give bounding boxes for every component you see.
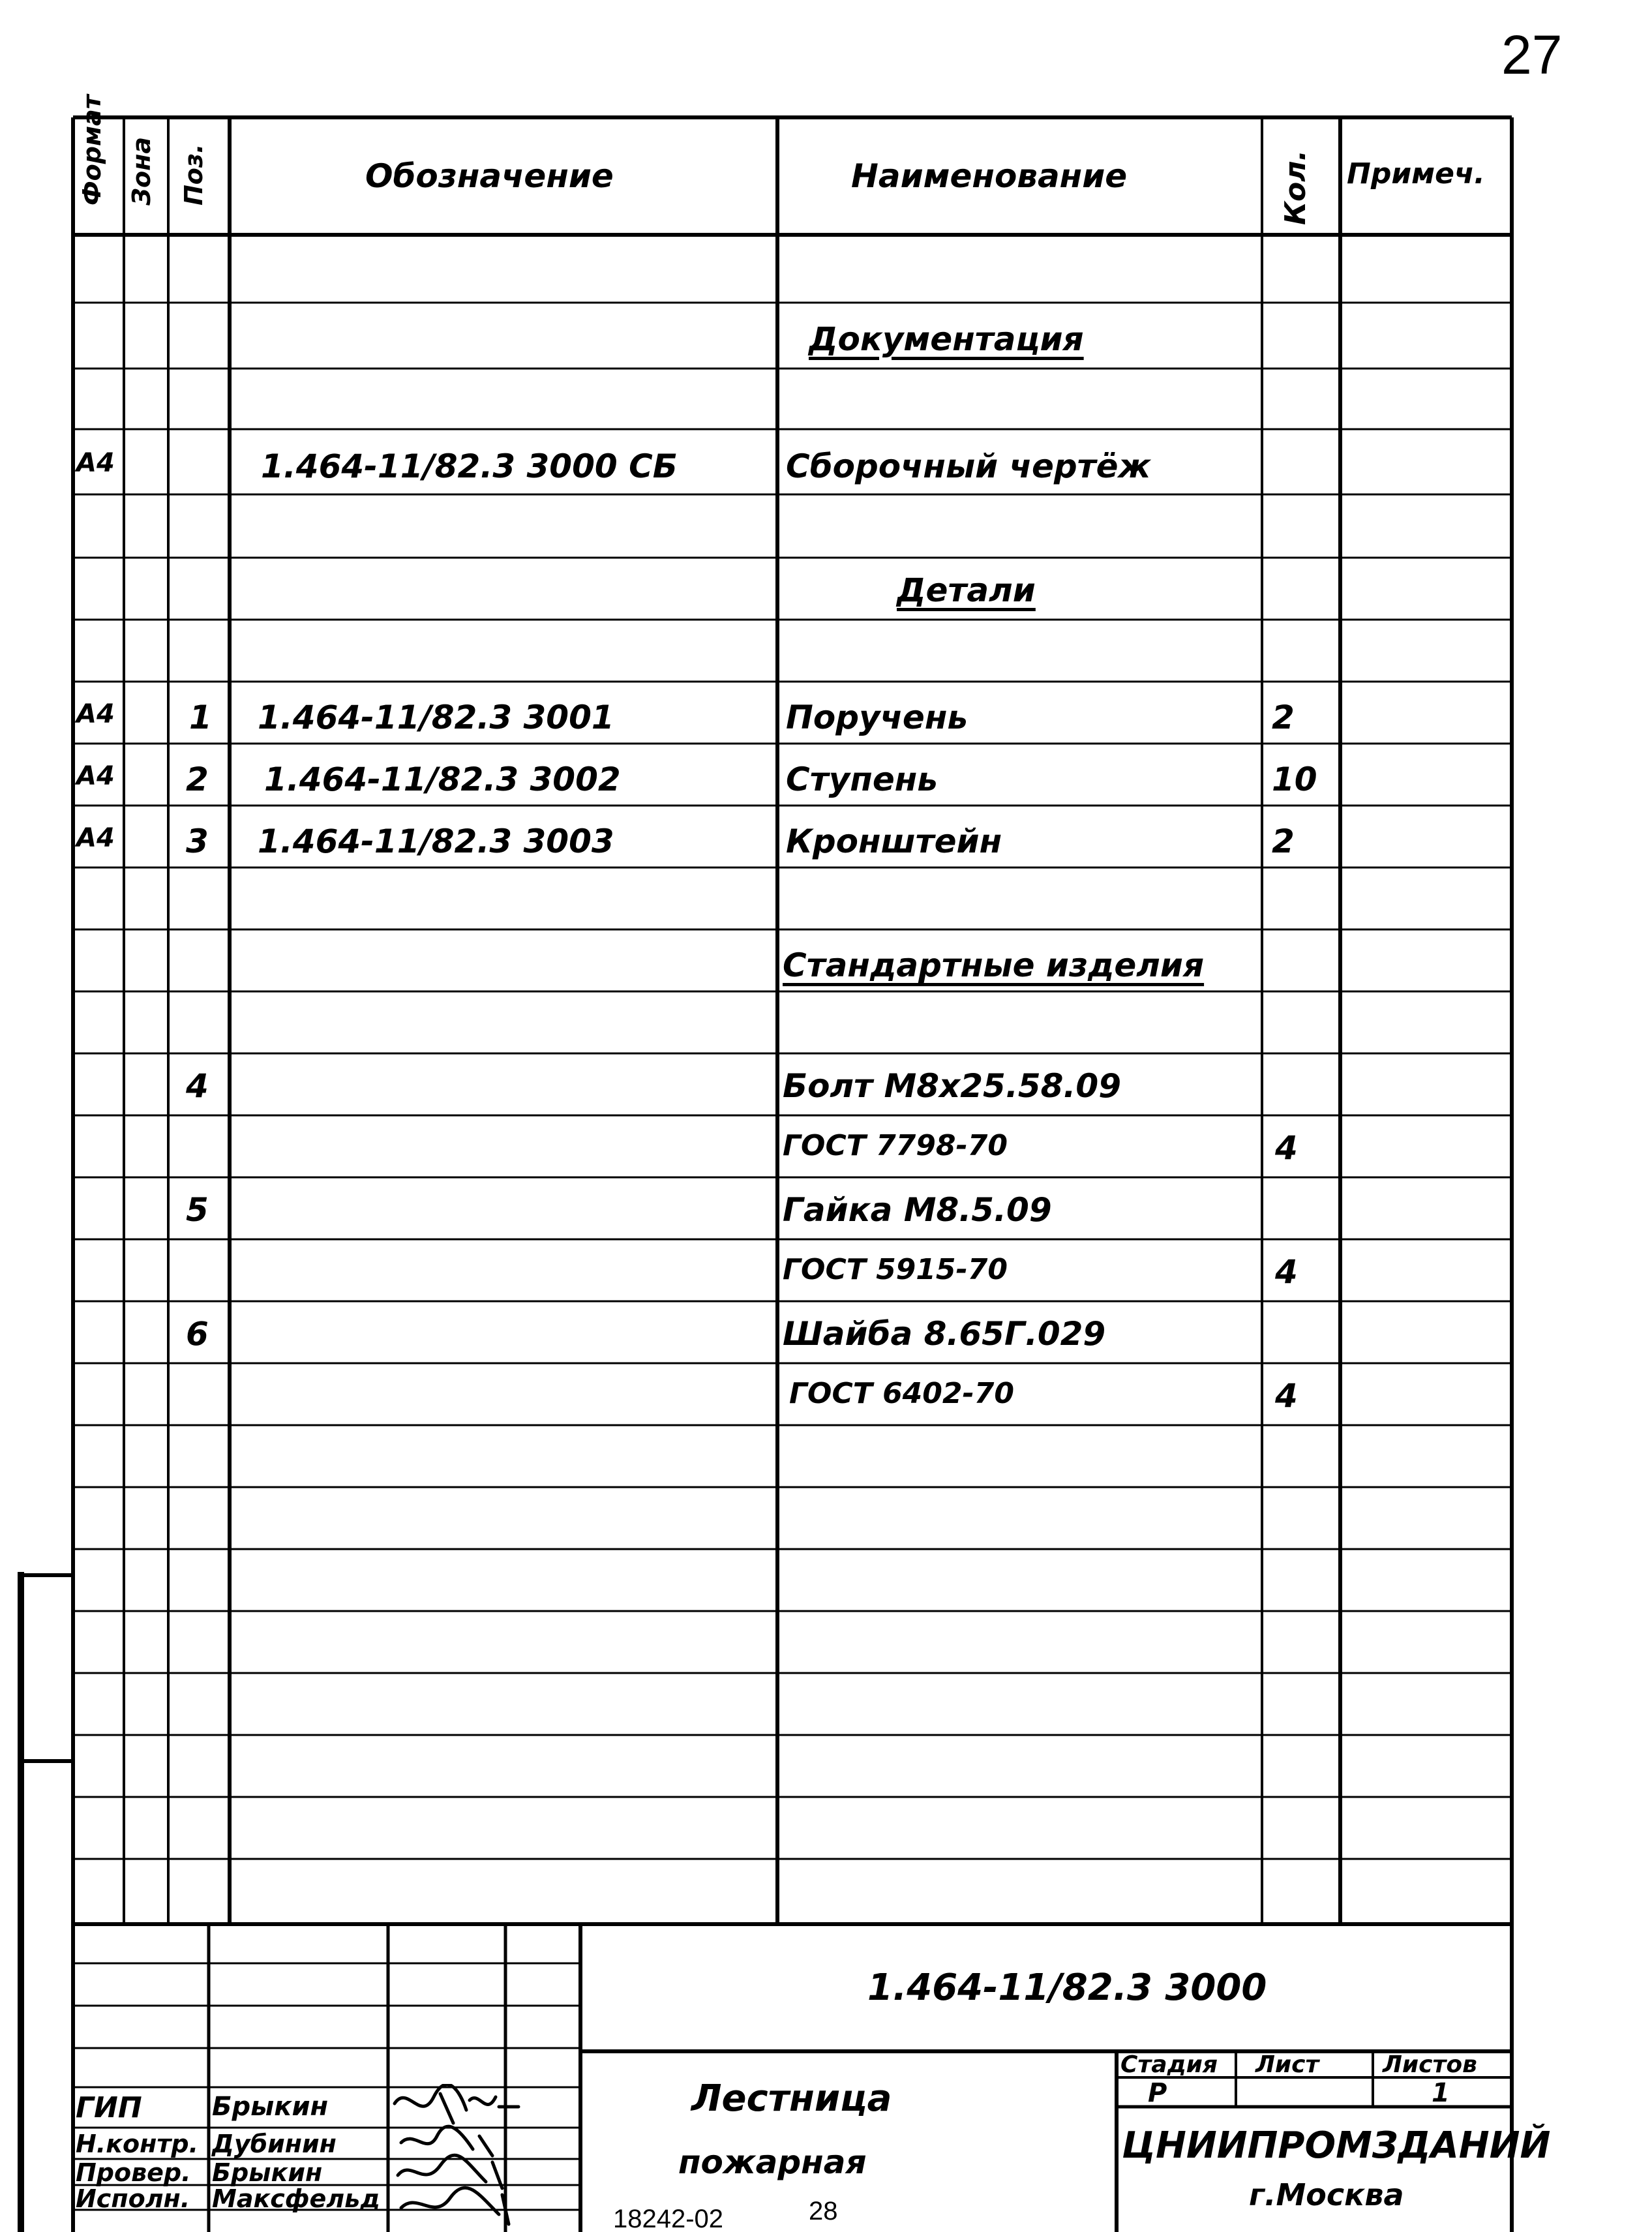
row-name: Кронштейн xyxy=(786,822,1002,860)
city: г.Москва xyxy=(1249,2177,1404,2212)
role-executed: Исполн. xyxy=(76,2184,190,2213)
name-checked: Брыкин xyxy=(212,2158,323,2187)
signatures xyxy=(388,2084,545,2232)
row-designation: 1.464-11/82.3 3000 СБ xyxy=(261,447,678,485)
row-name: Поручень xyxy=(786,699,968,736)
bottom-page-number: 28 xyxy=(809,2197,838,2225)
row-name: Болт М8х25.58.09 xyxy=(783,1067,1121,1105)
header-zone: Зона xyxy=(127,136,156,205)
row-format: А4 xyxy=(76,761,115,791)
row-name: ГОСТ 6402-70 xyxy=(789,1377,1015,1410)
sheets-label: Листов xyxy=(1383,2051,1477,2078)
row-quantity: 2 xyxy=(1272,822,1295,860)
row-quantity: 2 xyxy=(1272,699,1295,736)
row-designation: 1.464-11/82.3 3003 xyxy=(258,822,614,860)
row-quantity: 10 xyxy=(1272,761,1317,798)
row-designation: 1.464-11/82.3 3001 xyxy=(258,699,614,736)
row-position: 3 xyxy=(186,822,209,860)
header-designation: Обозначение xyxy=(365,157,614,195)
title-line-1: Лестница xyxy=(691,2077,892,2120)
row-format: А4 xyxy=(76,823,115,853)
name-norm-control: Дубинин xyxy=(212,2130,337,2158)
row-format: А4 xyxy=(76,448,115,478)
row-quantity: 4 xyxy=(1275,1253,1298,1291)
name-executed: Максфельд xyxy=(212,2184,380,2213)
header-name: Наименование xyxy=(851,157,1128,195)
header-note: Примеч. xyxy=(1347,157,1485,190)
name-chief-engineer: Брыкин xyxy=(212,2092,329,2122)
sheets-value: 1 xyxy=(1432,2078,1450,2108)
row-position: 5 xyxy=(186,1191,209,1229)
document-code: 1.464-11/82.3 3000 xyxy=(867,1967,1267,2009)
stage-label: Стадия xyxy=(1120,2051,1218,2078)
section-documentation: Документация xyxy=(809,320,1084,358)
row-name: Шайба 8.65Г.029 xyxy=(783,1315,1106,1353)
sheet-label: Лист xyxy=(1255,2051,1319,2078)
row-format: А4 xyxy=(76,699,115,729)
title-line-2: пожарная xyxy=(678,2143,867,2181)
row-designation: 1.464-11/82.3 3002 xyxy=(264,761,621,798)
header-format: Формат xyxy=(78,95,106,205)
row-position: 4 xyxy=(186,1067,209,1105)
organization: ЦНИИПРОМЗДАНИЙ xyxy=(1122,2124,1551,2167)
role-norm-control: Н.контр. xyxy=(76,2130,199,2158)
role-checked: Провер. xyxy=(76,2158,191,2187)
row-position: 2 xyxy=(186,761,209,798)
header-quantity: Кол. xyxy=(1279,149,1312,225)
archive-code: 18242-02 xyxy=(613,2205,724,2232)
role-chief-engineer: ГИП xyxy=(76,2091,142,2124)
row-quantity: 4 xyxy=(1275,1129,1298,1167)
page-number: 27 xyxy=(1501,24,1563,85)
section-standard-items: Стандартные изделия xyxy=(783,946,1205,984)
row-name: Гайка М8.5.09 xyxy=(783,1191,1052,1229)
row-position: 1 xyxy=(189,699,212,736)
row-name: Ступень xyxy=(786,761,938,798)
row-name: Сборочный чертёж xyxy=(786,447,1151,485)
row-quantity: 4 xyxy=(1275,1377,1298,1415)
row-position: 6 xyxy=(186,1315,209,1353)
header-position: Поз. xyxy=(179,143,208,205)
section-details: Детали xyxy=(897,571,1036,609)
stage-value: Р xyxy=(1148,2078,1167,2108)
row-name: ГОСТ 5915-70 xyxy=(783,1253,1008,1286)
row-name: ГОСТ 7798-70 xyxy=(783,1129,1008,1162)
